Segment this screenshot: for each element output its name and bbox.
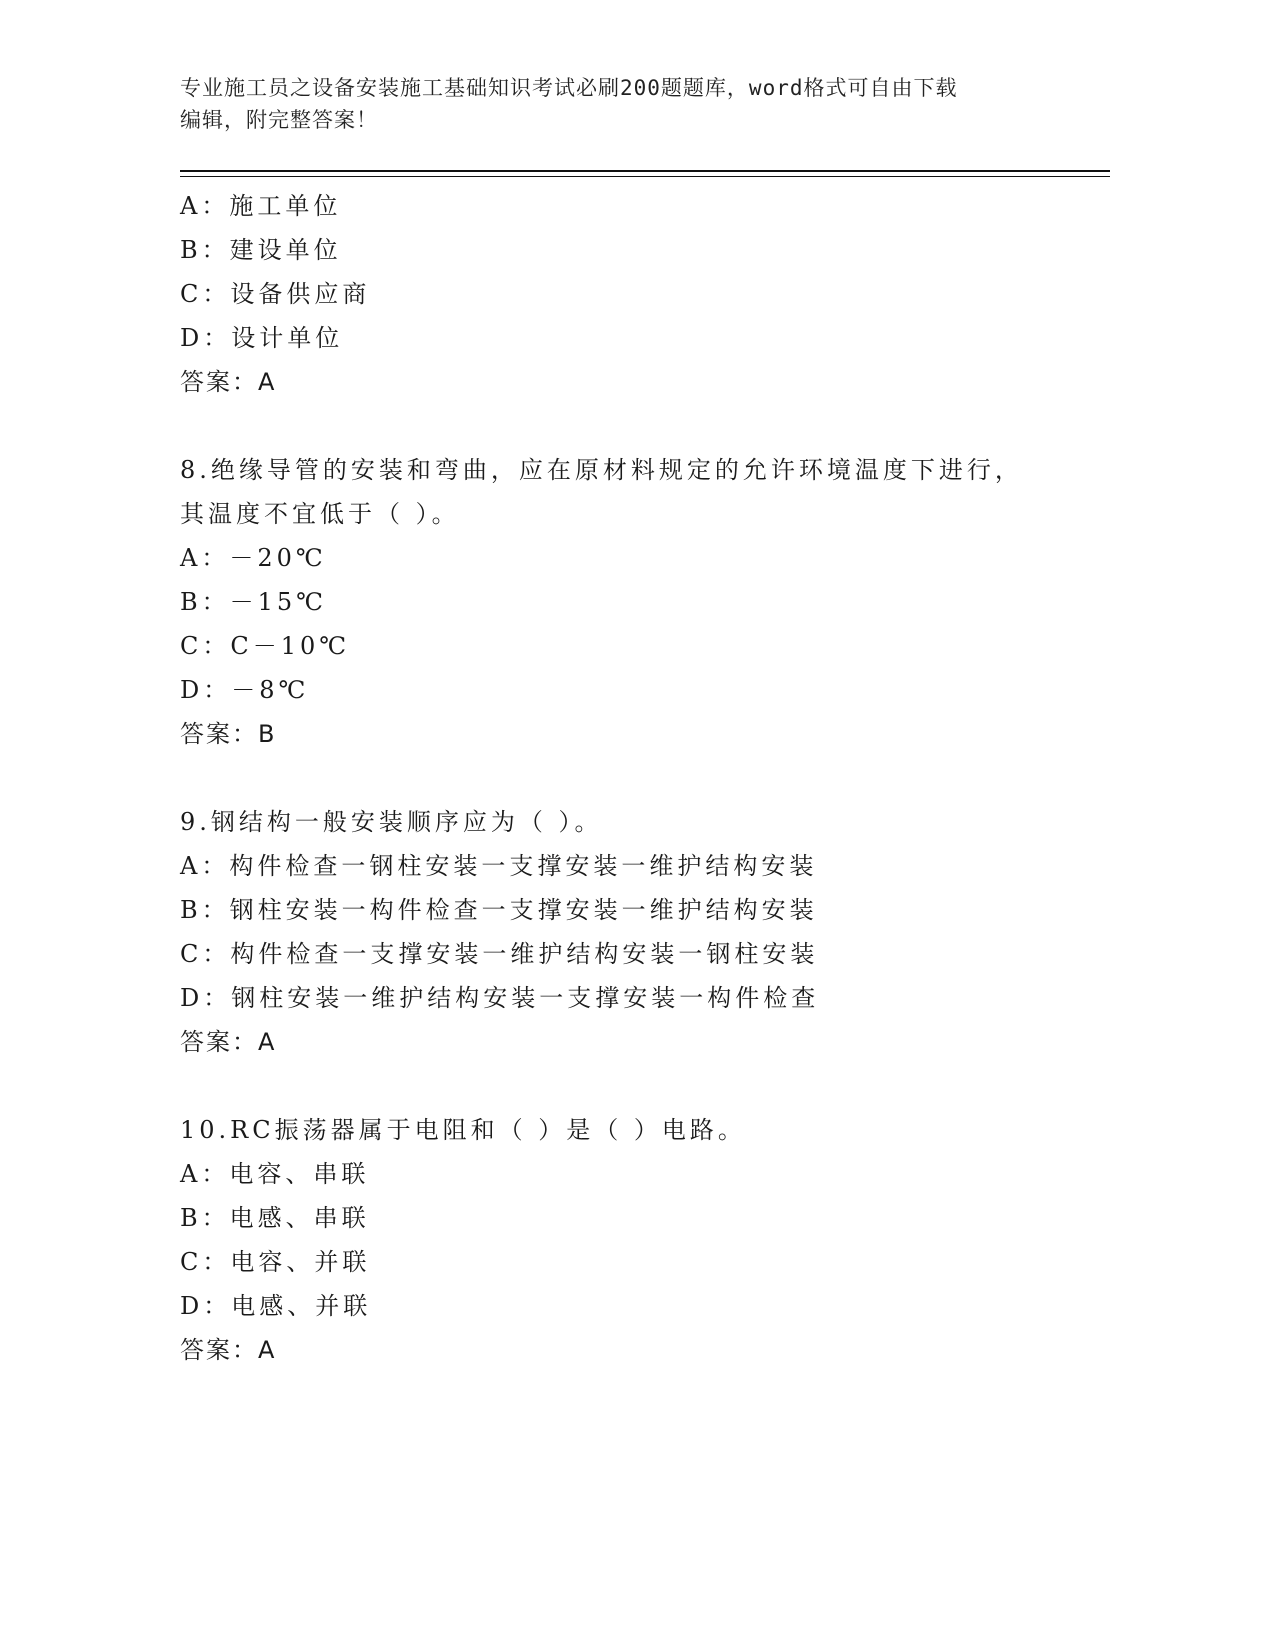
question-9 — [180, 800, 1080, 1064]
spacer — [180, 756, 1080, 800]
question-9-option-b: B：钢柱安装一构件检查一支撑安装一维护结构安装 — [180, 896, 818, 924]
question-8-option-c: C：C－10℃ — [180, 632, 351, 660]
question-content — [180, 184, 1080, 1372]
question-10-option-c: C：电容、并联 — [180, 1248, 371, 1276]
question-7-option-c: C：设备供应商 — [180, 280, 371, 308]
question-9-option-d: D：钢柱安装一维护结构安装一支撑安装一构件检查 — [180, 984, 820, 1012]
header-divider-thin — [180, 176, 1110, 177]
question-8-option-b: B：－15℃ — [180, 588, 328, 616]
question-8-option-d: D：－8℃ — [180, 676, 310, 704]
question-9-option-a: A：构件检查一钢柱安装一支撑安装一维护结构安装 — [180, 852, 818, 880]
question-8-option-a: A：－20℃ — [180, 544, 327, 572]
question-9-answer: 答案：A — [180, 1028, 277, 1056]
question-10-option-a: A：电容、串联 — [180, 1160, 370, 1188]
question-8-stem-line-1: 8.绝缘导管的安装和弯曲，应在原材料规定的允许环境温度下进行， — [180, 456, 1023, 484]
spacer — [180, 404, 1080, 448]
question-10-stem-line-1: 10.RC振荡器属于电阻和（ ）是（ ）电路。 — [180, 1116, 746, 1144]
question-10-option-b: B：电感、串联 — [180, 1204, 370, 1232]
question-7-option-a: A：施工单位 — [180, 192, 342, 220]
question-9-option-c: C：构件检查一支撑安装一维护结构安装一钢柱安装 — [180, 940, 819, 968]
question-8-stem-line-2: 其温度不宜低于（ ）。 — [180, 500, 460, 528]
document-header — [180, 72, 1060, 136]
question-9-stem-line-1: 9.钢结构一般安装顺序应为（ ）。 — [180, 808, 603, 836]
question-7-answer: 答案：A — [180, 368, 277, 396]
question-7-option-b: B：建设单位 — [180, 236, 342, 264]
question-8-answer: 答案：B — [180, 720, 277, 748]
header-divider-thick — [180, 170, 1110, 172]
spacer — [180, 1064, 1080, 1108]
question-8 — [180, 448, 1080, 756]
header-title-line-2: 编辑，附完整答案！ — [180, 108, 378, 132]
question-10-option-d: D：电感、并联 — [180, 1292, 372, 1320]
question-7-option-d: D：设计单位 — [180, 324, 344, 352]
question-10-answer: 答案：A — [180, 1336, 277, 1364]
question-7 — [180, 184, 1080, 404]
question-10 — [180, 1108, 1080, 1372]
header-title-line-1: 专业施工员之设备安装施工基础知识考试必刷200题题库，word格式可自由下载 — [180, 76, 958, 100]
